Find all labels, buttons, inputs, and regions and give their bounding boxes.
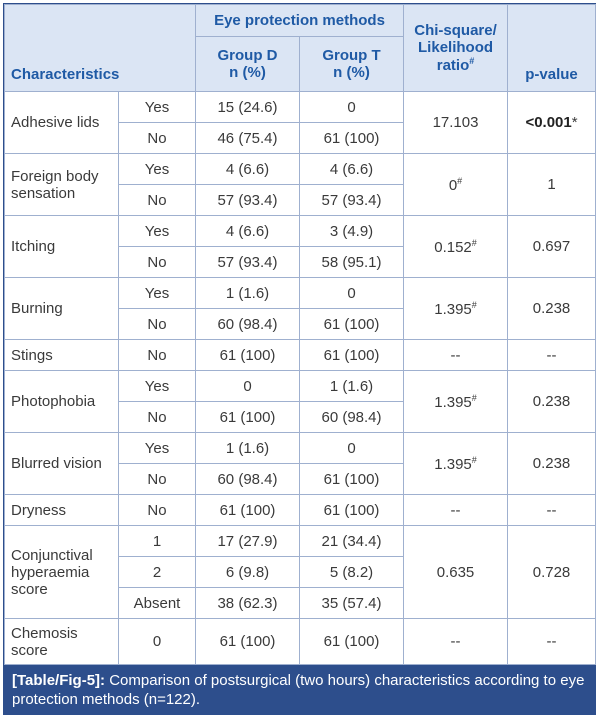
chi-cell <box>404 371 508 433</box>
category-cell: No <box>119 402 196 433</box>
table-row <box>5 154 596 185</box>
group-d-cell: 17 (27.9) <box>196 526 300 557</box>
label-line: score <box>11 580 48 598</box>
category-cell: Yes <box>119 92 196 123</box>
header-group-d <box>196 37 300 92</box>
row-label-chemosis <box>5 619 119 665</box>
category-cell: No <box>119 185 196 216</box>
category-cell: 1 <box>119 526 196 557</box>
header-p-value: p-value <box>508 5 596 92</box>
label-line: Chemosis <box>11 624 78 642</box>
category-cell: No <box>119 464 196 495</box>
group-d-cell: 0 <box>196 371 300 402</box>
header-chi-square <box>404 5 508 92</box>
group-d-cell: 57 (93.4) <box>196 247 300 278</box>
chi-cell: -- <box>404 495 508 526</box>
group-d-cell: 46 (75.4) <box>196 123 300 154</box>
chi-cell: -- <box>404 619 508 665</box>
group-t-cell: 57 (93.4) <box>300 185 404 216</box>
p-value-cell <box>508 92 596 154</box>
table-figure <box>3 3 596 715</box>
table-row <box>5 619 596 665</box>
group-t-cell: 0 <box>300 433 404 464</box>
category-cell: No <box>119 123 196 154</box>
caption-text: Comparison of postsurgical (two hours) characteristics according to eye protection methods (n=122). <box>12 672 585 708</box>
caption-tag: [Table/Fig-5]: <box>12 672 106 689</box>
group-d-cell: 4 (6.6) <box>196 216 300 247</box>
row-label-blurred-vision: Blurred vision <box>5 433 119 495</box>
chi-cell: 0.635 <box>404 526 508 619</box>
results-table <box>4 4 596 665</box>
chi-value: 0 <box>448 176 458 194</box>
category-cell: Yes <box>119 278 196 309</box>
group-t-cell: 61 (100) <box>300 309 404 340</box>
chi-mark: # <box>471 454 477 465</box>
row-label-adhesive-lids: Adhesive lids <box>5 92 119 154</box>
chi-value: 0.152 <box>434 238 472 256</box>
group-t-cell: 61 (100) <box>300 619 404 665</box>
chi-line-1: Chi-square/ <box>414 22 497 39</box>
category-cell: No <box>119 340 196 371</box>
category-cell: No <box>119 309 196 340</box>
p-value-cell: 0.238 <box>508 278 596 340</box>
significance-mark: * <box>571 114 578 131</box>
header-eye-protection-methods: Eye protection methods <box>196 5 404 37</box>
chi-value: 1.395 <box>434 455 472 473</box>
label-line: hyperaemia <box>11 563 90 581</box>
row-label-foreign-body <box>5 154 119 216</box>
chi-mark: # <box>471 237 477 248</box>
group-t-cell: 35 (57.4) <box>300 588 404 619</box>
label-line: score <box>11 641 48 659</box>
group-t-cell: 58 (95.1) <box>300 247 404 278</box>
group-t-cell: 61 (100) <box>300 123 404 154</box>
table-row <box>5 433 596 464</box>
group-d-label: Group D <box>217 47 278 64</box>
category-cell: Yes <box>119 154 196 185</box>
group-t-cell: 60 (98.4) <box>300 402 404 433</box>
chi-mark: # <box>471 392 477 403</box>
label-line: Conjunctival <box>11 546 93 564</box>
category-cell: Yes <box>119 216 196 247</box>
chi-cell <box>404 278 508 340</box>
group-d-cell: 6 (9.8) <box>196 557 300 588</box>
table-row <box>5 526 596 557</box>
chi-cell: -- <box>404 340 508 371</box>
chi-line-3: ratio <box>436 57 470 74</box>
chi-mark: # <box>471 299 477 310</box>
p-value-cell: -- <box>508 495 596 526</box>
category-cell: Yes <box>119 371 196 402</box>
table-row <box>5 216 596 247</box>
chi-value: 1.395 <box>434 300 472 318</box>
group-t-cell: 1 (1.6) <box>300 371 404 402</box>
group-d-cell: 61 (100) <box>196 340 300 371</box>
group-t-cell: 61 (100) <box>300 495 404 526</box>
table-row <box>5 495 596 526</box>
category-cell: No <box>119 247 196 278</box>
p-value-cell: -- <box>508 619 596 665</box>
group-t-cell: 3 (4.9) <box>300 216 404 247</box>
chi-cell <box>404 216 508 278</box>
chi-cell <box>404 433 508 495</box>
group-t-cell: 0 <box>300 278 404 309</box>
category-cell: No <box>119 495 196 526</box>
label-line: Foreign body <box>11 167 99 185</box>
row-label-photophobia: Photophobia <box>5 371 119 433</box>
table-row <box>5 371 596 402</box>
group-t-cell: 61 (100) <box>300 340 404 371</box>
group-d-cell: 4 (6.6) <box>196 154 300 185</box>
category-cell: 0 <box>119 619 196 665</box>
row-label-stings: Stings <box>5 340 119 371</box>
group-t-cell: 4 (6.6) <box>300 154 404 185</box>
label-line: sensation <box>11 184 76 202</box>
group-d-cell: 61 (100) <box>196 495 300 526</box>
group-t-label: Group T <box>322 47 381 64</box>
group-d-cell: 38 (62.3) <box>196 588 300 619</box>
group-d-unit: n (%) <box>229 64 266 81</box>
chi-mark: # <box>469 56 475 66</box>
row-label-burning: Burning <box>5 278 119 340</box>
group-t-cell: 21 (34.4) <box>300 526 404 557</box>
table-row <box>5 92 596 123</box>
chi-line-2: Likelihood <box>418 39 494 56</box>
group-d-cell: 1 (1.6) <box>196 433 300 464</box>
group-d-cell: 1 (1.6) <box>196 278 300 309</box>
category-cell: Yes <box>119 433 196 464</box>
category-cell: Absent <box>119 588 196 619</box>
table-caption <box>4 665 595 714</box>
chi-cell: 17.103 <box>404 92 508 154</box>
chi-value: 1.395 <box>434 393 472 411</box>
p-value-cell: 0.728 <box>508 526 596 619</box>
header-group-t <box>300 37 404 92</box>
header-characteristics: Characteristics <box>5 5 196 92</box>
p-value-cell: 0.697 <box>508 216 596 278</box>
row-label-conjunctival-hyperaemia <box>5 526 119 619</box>
group-t-cell: 61 (100) <box>300 464 404 495</box>
p-value-significant: <0.001 <box>525 114 572 131</box>
row-label-dryness: Dryness <box>5 495 119 526</box>
p-value-cell: 0.238 <box>508 371 596 433</box>
chi-mark: # <box>457 175 463 186</box>
group-d-cell: 60 (98.4) <box>196 464 300 495</box>
p-value-cell: -- <box>508 340 596 371</box>
chi-cell <box>404 154 508 216</box>
group-t-cell: 5 (8.2) <box>300 557 404 588</box>
group-t-unit: n (%) <box>333 64 370 81</box>
group-d-cell: 61 (100) <box>196 402 300 433</box>
group-d-cell: 61 (100) <box>196 619 300 665</box>
table-row <box>5 278 596 309</box>
group-t-cell: 0 <box>300 92 404 123</box>
p-value-cell: 1 <box>508 154 596 216</box>
table-row <box>5 340 596 371</box>
group-d-cell: 15 (24.6) <box>196 92 300 123</box>
row-label-itching: Itching <box>5 216 119 278</box>
category-cell: 2 <box>119 557 196 588</box>
p-value-cell: 0.238 <box>508 433 596 495</box>
group-d-cell: 60 (98.4) <box>196 309 300 340</box>
group-d-cell: 57 (93.4) <box>196 185 300 216</box>
